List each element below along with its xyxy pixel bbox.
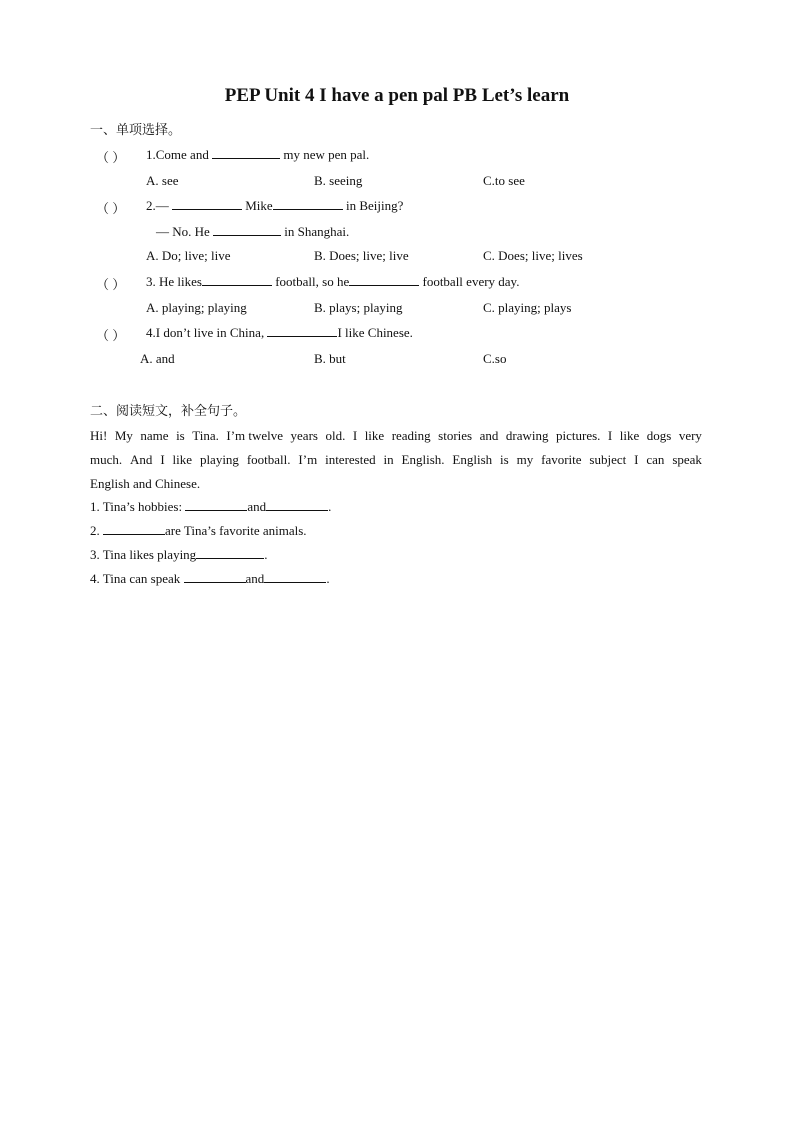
sentence-text: 1. Tina’s hobbies: <box>90 499 186 514</box>
sentence-text: are Tina’s favorite animals. <box>165 523 307 538</box>
section-2-heading: 二、阅读短文，补全句子。 <box>90 404 247 419</box>
fill-sentence-2 <box>90 523 307 539</box>
question-text: 2.— <box>146 198 172 213</box>
option-c: C.so <box>483 351 507 366</box>
passage-word: playing <box>199 452 239 467</box>
question-text: my new pen pal. <box>280 147 370 162</box>
question-text: in Beijing? <box>342 198 404 213</box>
passage-word: I’m twelve <box>226 428 284 443</box>
answer-blank <box>266 499 328 511</box>
sentence-text: 2. <box>90 523 103 538</box>
option-c: C. playing; plays <box>483 300 572 315</box>
passage-word: English and Chinese. <box>90 476 201 491</box>
fill-sentence-4 <box>90 571 330 587</box>
option-b: B. Does; live; live <box>314 248 409 263</box>
question-1 <box>146 147 369 163</box>
question-2-answer-line <box>156 224 349 240</box>
passage-word: years <box>290 428 318 443</box>
passage-word: can <box>646 452 665 467</box>
passage-word: my <box>516 452 534 467</box>
sentence-text: 4. Tina can speak <box>90 571 184 586</box>
passage-word: Hi! <box>90 428 108 443</box>
passage-word: favorite <box>541 452 582 467</box>
question-text: — No. He <box>156 224 214 239</box>
answer-parentheses: （ ） <box>96 277 126 292</box>
option-c: C. Does; live; lives <box>483 248 583 263</box>
answer-blank <box>202 274 272 286</box>
question-4 <box>146 325 413 341</box>
question-3 <box>146 274 519 290</box>
passage-word: name <box>140 428 169 443</box>
passage-word: I <box>352 428 358 443</box>
sentence-text: 3. Tina likes playing <box>90 547 197 562</box>
option-a: A. and <box>140 351 175 366</box>
passage-word: Tina. <box>192 428 219 443</box>
passage-word: I <box>634 452 639 467</box>
answer-blank <box>196 547 264 559</box>
passage-word: like <box>364 428 385 443</box>
passage-word: pictures. <box>556 428 601 443</box>
passage-word: like <box>619 428 640 443</box>
passage-word: English. <box>401 452 445 467</box>
question-text: 4.I don’t live in China, <box>146 325 268 340</box>
option-b: B. plays; playing <box>314 300 403 315</box>
question-text: football, so he <box>271 274 350 289</box>
answer-blank <box>103 523 165 535</box>
answer-blank <box>212 147 280 159</box>
passage-word: like <box>172 452 193 467</box>
passage-word: subject <box>589 452 627 467</box>
sentence-text: . <box>328 499 332 514</box>
sentence-text: . <box>264 547 268 562</box>
passage-word: I <box>160 452 165 467</box>
answer-blank <box>185 499 247 511</box>
passage-word: I’m <box>298 452 318 467</box>
passage-word: very <box>678 428 702 443</box>
passage-word: And <box>130 452 153 467</box>
passage-word: I <box>607 428 613 443</box>
passage-line <box>90 424 702 448</box>
page-title: PEP Unit 4 I have a pen pal PB Let’s learn <box>224 85 570 106</box>
reading-passage <box>90 424 702 496</box>
answer-parentheses: （ ） <box>96 150 126 165</box>
answer-blank <box>213 224 281 236</box>
sentence-text: and <box>245 571 265 586</box>
passage-line <box>90 448 702 472</box>
option-b: B. seeing <box>314 173 363 188</box>
question-text: football every day. <box>419 274 520 289</box>
question-text: Mike <box>242 198 273 213</box>
option-a: A. see <box>146 173 179 188</box>
sentence-text: . <box>326 571 330 586</box>
passage-word: reading <box>391 428 431 443</box>
option-a: A. playing; playing <box>146 300 247 315</box>
answer-blank <box>172 198 242 210</box>
answer-blank <box>267 325 337 337</box>
question-text: in Shanghai. <box>281 224 350 239</box>
question-2 <box>146 198 403 214</box>
passage-word: is <box>500 452 509 467</box>
passage-word: speak <box>672 452 702 467</box>
passage-word: English <box>452 452 493 467</box>
passage-word: stories <box>438 428 473 443</box>
answer-parentheses: （ ） <box>96 201 126 216</box>
passage-word: interested <box>325 452 376 467</box>
option-b: B. but <box>314 351 346 366</box>
answer-parentheses: （ ） <box>96 328 126 343</box>
answer-blank <box>184 571 246 583</box>
fill-sentence-1 <box>90 499 331 515</box>
answer-blank <box>349 274 419 286</box>
answer-blank <box>264 571 326 583</box>
passage-word: dogs <box>646 428 672 443</box>
passage-word: old. <box>325 428 346 443</box>
passage-word: drawing <box>505 428 549 443</box>
passage-word: in <box>383 452 394 467</box>
passage-word: much. <box>90 452 123 467</box>
passage-word: is <box>176 428 185 443</box>
fill-sentence-3 <box>90 547 267 563</box>
question-text: 1.Come and <box>146 147 213 162</box>
answer-blank <box>273 198 343 210</box>
question-text: I like Chinese. <box>337 325 413 340</box>
option-c: C.to see <box>483 173 525 188</box>
sentence-text: and <box>247 499 267 514</box>
passage-word: My <box>114 428 133 443</box>
passage-word: football. <box>246 452 291 467</box>
passage-word: and <box>479 428 499 443</box>
section-1-heading: 一、单项选择。 <box>90 123 182 138</box>
question-text: 3. He likes <box>146 274 202 289</box>
passage-line <box>90 472 702 496</box>
option-a: A. Do; live; live <box>146 248 231 263</box>
